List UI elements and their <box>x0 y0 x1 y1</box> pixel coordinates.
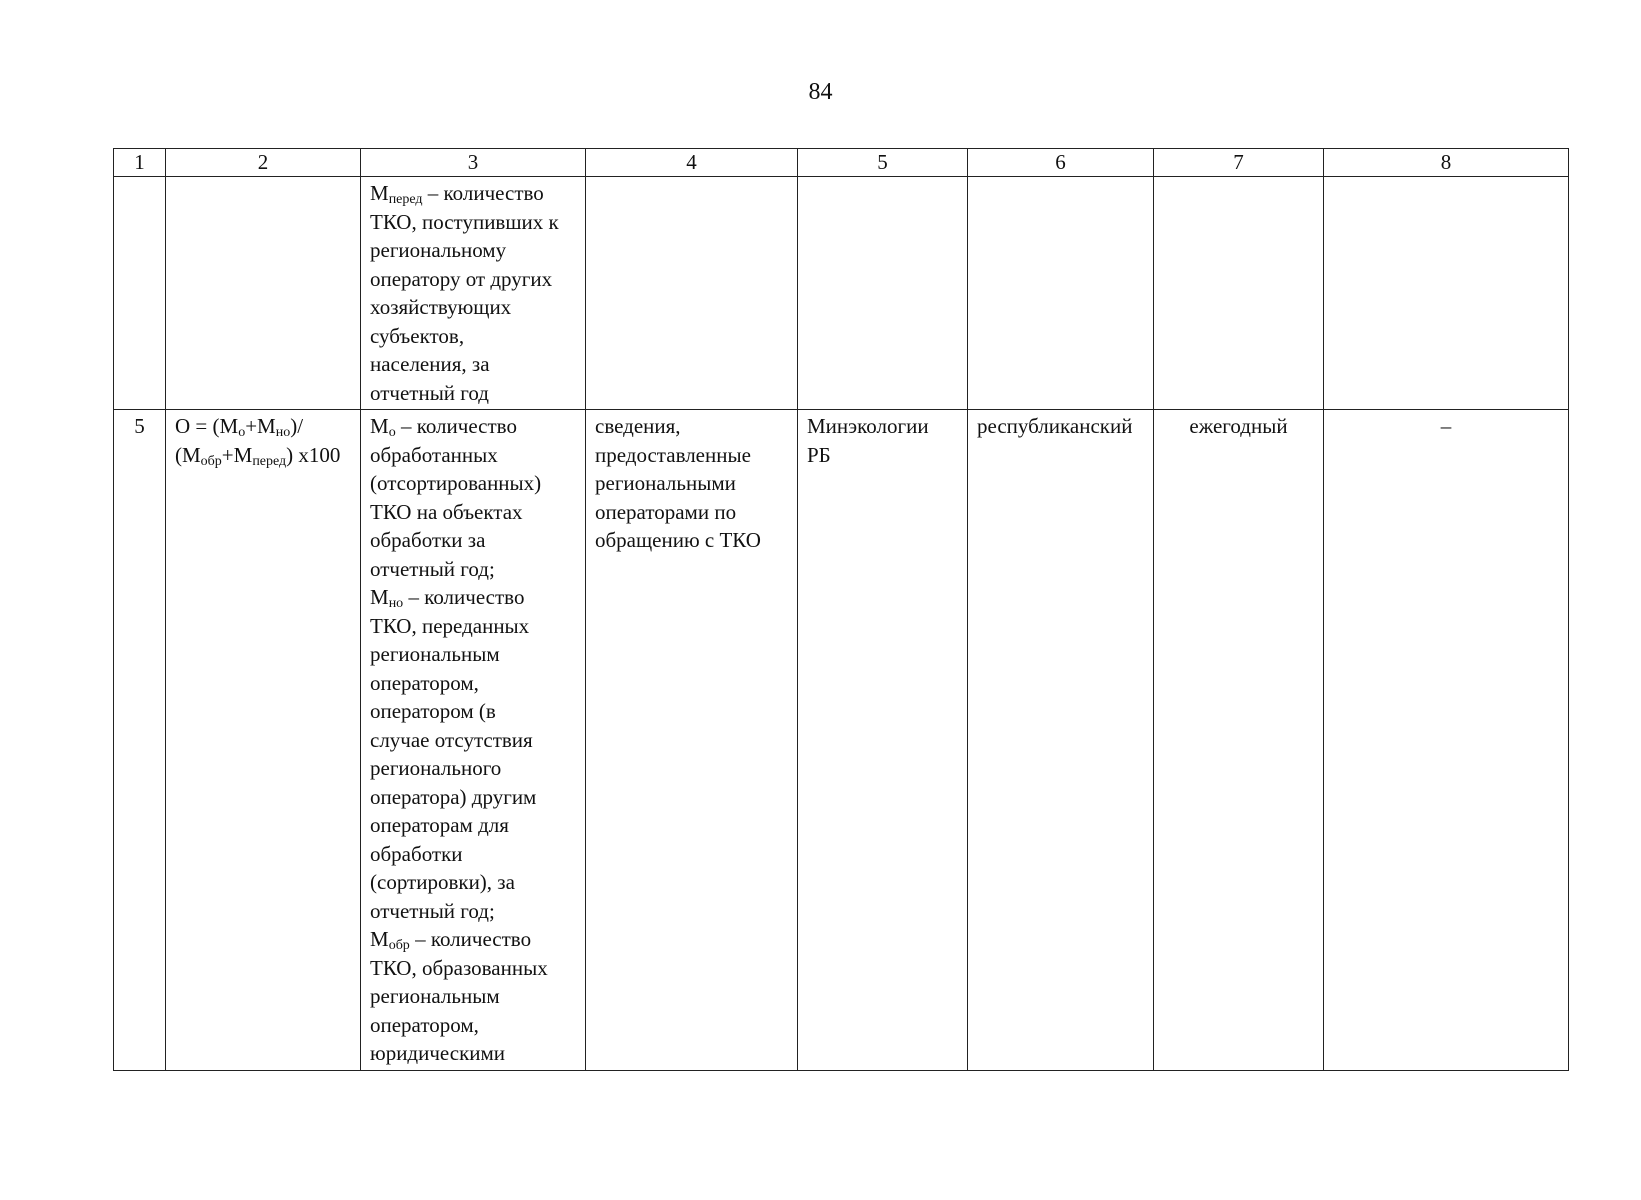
source-line: предоставленные <box>595 442 751 467</box>
cont-cell-1 <box>114 177 166 410</box>
definition-line: региональным <box>370 642 500 666</box>
variable-mo-lead: $М_о$ – количество <box>370 414 517 440</box>
table-row-5 <box>114 410 1569 1071</box>
variables-definition <box>361 410 585 1070</box>
formula <box>166 410 360 471</box>
definition-line: операторам для <box>370 813 509 837</box>
responsible-cell <box>798 410 968 1071</box>
responsible-body <box>798 410 967 471</box>
definition-line: региональным <box>370 984 500 1008</box>
definition-line: ТКО на объектах <box>370 499 523 524</box>
cont-cell-2 <box>166 177 361 410</box>
definition-line: отчетный год <box>370 380 489 405</box>
header-col-3: 3 <box>361 149 586 177</box>
table-row-continuation <box>114 177 1569 410</box>
variables-cell <box>361 410 586 1071</box>
cont-cell-4 <box>586 177 798 410</box>
source-line: региональными <box>595 471 736 495</box>
definition-line: населения, за <box>370 352 490 376</box>
header-col-1: 1 <box>114 149 166 177</box>
data-source <box>586 410 797 557</box>
page-number: 84 <box>808 79 833 105</box>
header-col-2: 2 <box>166 149 361 177</box>
definition-line: оператору от других <box>370 266 553 291</box>
definition-line: обработки <box>370 841 463 866</box>
definition-line: отчетный год; <box>370 556 495 581</box>
definition-line: (сортировки), за <box>370 870 515 894</box>
definition-line: оператором, <box>370 1012 479 1037</box>
definition-line: ТКО, образованных <box>370 955 548 980</box>
cont-cell-6 <box>968 177 1154 410</box>
formula-cell <box>166 410 361 1071</box>
cont-cell-3 <box>361 177 586 410</box>
responsible-line: Минэкологии <box>807 414 929 438</box>
definition-line: оператора) другим <box>370 784 537 809</box>
responsible-line: РБ <box>807 442 831 467</box>
row-number-cell <box>114 410 166 1071</box>
periodicity-value: ежегодный <box>1189 414 1288 438</box>
definition-line: регионального <box>370 756 502 780</box>
definition-line: отчетный год; <box>370 898 495 923</box>
header-col-5: 5 <box>798 149 968 177</box>
header-col-4: 4 <box>586 149 798 177</box>
header-row <box>114 149 1569 177</box>
cont-cell-8 <box>1324 177 1569 410</box>
definition-line: оператором, <box>370 670 479 695</box>
variable-subscript: перед <box>388 192 423 207</box>
definition-line: оператором (в <box>370 699 496 723</box>
variable-symbol: М <box>370 181 389 205</box>
variable-mobr-lead: $М_{обр}$ – количество <box>370 927 532 953</box>
definition-line: хозяйствующих <box>370 295 512 319</box>
header-col-6: 6 <box>968 149 1154 177</box>
note-cell <box>1324 410 1569 1071</box>
cont-variable-definition <box>361 177 585 409</box>
definition-line: региональному <box>370 238 507 262</box>
level-value: республиканский <box>977 414 1133 438</box>
cont-cell-7 <box>1154 177 1324 410</box>
variable-mno-lead: $М_{но}$ – количество <box>370 585 525 611</box>
definition-line: случае отсутствия <box>370 727 533 752</box>
definition-line: ТКО, переданных <box>370 613 530 638</box>
periodicity-cell <box>1154 410 1324 1071</box>
indicator-table <box>113 148 1569 1071</box>
definition-line: субъектов, <box>370 323 465 348</box>
note-value: – <box>1440 414 1452 438</box>
formula-line-2: $(М_{обр}+М_{перед})$ х100 <box>175 442 341 469</box>
data-source-cell <box>586 410 798 1071</box>
definition-line: обработки за <box>370 528 486 552</box>
header-col-7: 7 <box>1154 149 1324 177</box>
source-line: операторами по <box>595 499 737 524</box>
definition-line: ТКО, поступивших к <box>370 209 559 234</box>
definition-line: (отсортированных) <box>370 471 542 495</box>
definition-lead-line <box>370 179 576 208</box>
definition-line: юридическими <box>370 1041 506 1065</box>
cont-cell-5 <box>798 177 968 410</box>
level-cell <box>968 410 1154 1071</box>
formula-line-1: $О = (М_о+М_{но})/$ <box>175 414 304 440</box>
definition-text: – количество <box>422 181 544 205</box>
source-line: обращению с ТКО <box>595 528 761 552</box>
definition-line: обработанных <box>370 442 498 467</box>
row-number: 5 <box>134 414 145 438</box>
header-col-8: 8 <box>1324 149 1569 177</box>
source-line: сведения, <box>595 414 681 438</box>
